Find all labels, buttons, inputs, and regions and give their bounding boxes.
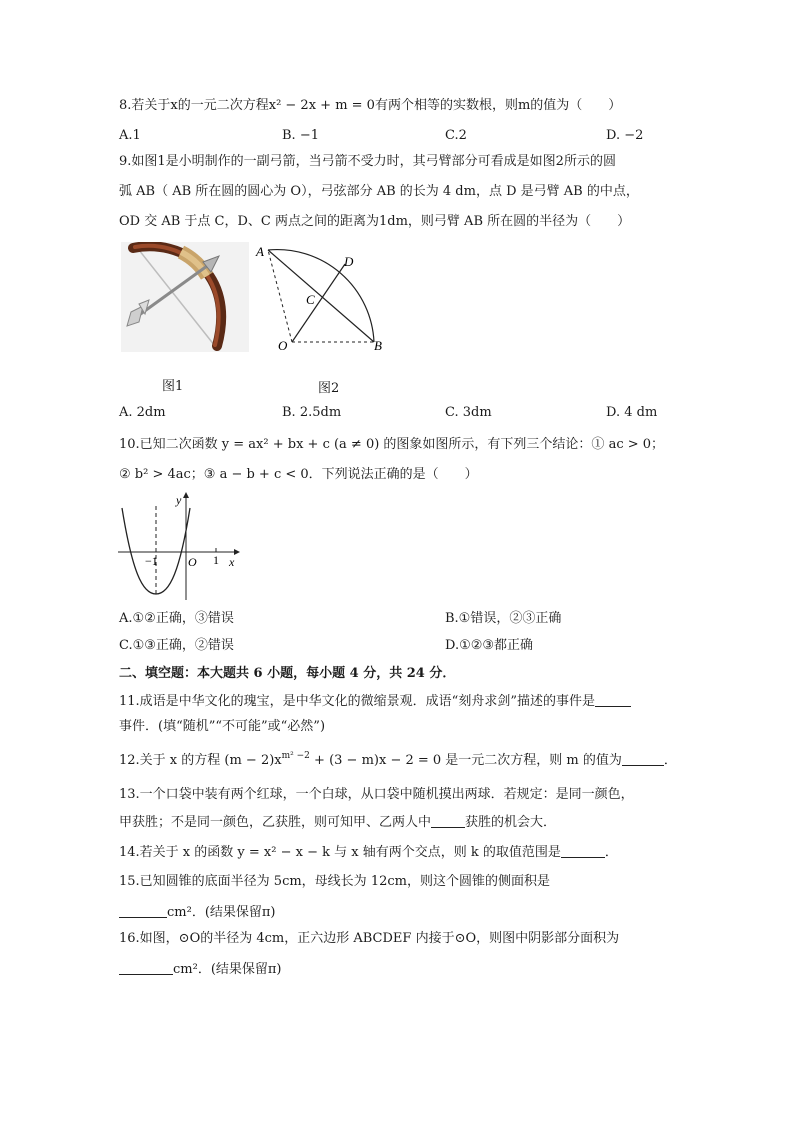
section-title: 二、填空题：本大题共 6 小题，每小题 4 分，共 24 分． [119,666,456,681]
q13-line2 [119,813,556,832]
q8-option-c: C.2 [445,128,467,143]
q8-stem: 8.若关于x的一元二次方程x² − 2x + m = 0有两个相等的实数根，则m的值为（ ） [119,98,622,113]
q10-line2: ② b² > 4ac；③ a − b + c < 0．下列说法正确的是（ ） [119,467,478,482]
q9-option-d: D. 4 dm [606,405,658,420]
parabola-graph [116,490,242,602]
x-axis-label: x [229,555,235,569]
q12-text-b: + (3 − m)x − 2 = 0 是一元二次方程，则 m 的值为 [309,753,622,768]
q8-option-d: D. −2 [606,128,644,143]
q11-line1 [119,692,631,711]
q8-option-a: A.1 [119,128,141,143]
q15-line1: 15.已知圆锥的底面半径为 5cm，母线长为 12cm，则这个圆锥的侧面积是 [119,874,550,889]
tick-neg1: −1 [145,554,158,568]
q16-line2 [119,960,282,979]
q15-text-b: cm²．(结果保留π) [167,905,276,920]
q11-line2: 事件．(填“随机”“不可能”或“必然”) [119,719,326,734]
q16-blank [119,960,173,975]
arc-diagram [250,240,390,355]
label-b: B [374,338,382,353]
q10-line1: 10.已知二次函数 y = ax² + bx + c (a ≠ 0) 的图象如图所示，有下列三个结论：① ac > 0； [119,437,665,452]
q12-blank [622,751,664,766]
q9-line3: OD 交 AB 于点 C，D、C 两点之间的距离为1dm，则弓臂 AB 所在圆的半径为（ ） [119,214,631,229]
q9-option-a: A. 2dm [119,405,166,420]
q12-text-a: 12.关于 x 的方程 (m − 2)x [119,753,282,768]
tick-1: 1 [213,553,219,567]
q13-text-a: 甲获胜；不是同一颜色，乙获胜，则可知甲、乙两人中 [119,815,432,830]
q14-blank [561,843,605,858]
q12-exponent: m² −2 [281,751,310,761]
q12-end: ． [663,753,677,768]
q15-blank [119,903,167,918]
label-d: D [344,254,354,269]
q13-line1: 13.一个口袋中装有两个红球，一个白球，从口袋中随机摸出两球．若规定：是同一颜色， [119,787,634,802]
q14-line1 [119,843,618,862]
y-axis-label: y [176,493,182,507]
q15-line2 [119,903,276,922]
q11-blank [595,692,631,707]
q12-line1 [119,751,677,770]
q14-text: 14.若关于 x 的函数 y = x² − x − k 与 x 轴有两个交点，则 k 的取值范围是 [119,845,561,860]
q10-option-d: D.①②③都正确 [445,638,534,653]
q16-line1: 16.如图，⊙O的半径为 4cm，正六边形 ABCDEF 内接于⊙O，则图中阴影部分面积为 [119,931,620,946]
q10-option-c: C.①③正确，②错误 [119,638,234,653]
q9-option-b: B. 2.5dm [282,405,342,420]
q10-option-b: B.①错误，②③正确 [445,611,562,626]
q10-option-a: A.①②正确，③错误 [119,611,234,626]
q11-text: 11.成语是中华文化的瑰宝，是中华文化的微缩景观．成语“刻舟求剑”描述的事件是 [119,694,595,709]
q9-option-c: C. 3dm [445,405,492,420]
fig2-caption: 图2 [318,381,340,396]
q13-blank [431,813,465,828]
q9-line1: 9.如图1是小明制作的一副弓箭，当弓箭不受力时，其弓臂部分可看成是如图2所示的圆 [119,154,616,169]
fig1-caption: 图1 [162,379,184,394]
q8-option-b: B. −1 [282,128,319,143]
q13-text-b: 获胜的机会大． [465,815,557,830]
q9-line2: 弧 AB（ AB 所在圆的圆心为 O），弓弦部分 AB 的长为 4 dm，点 D 是弓臂 AB 的中点， [119,184,639,199]
label-o: O [278,338,288,353]
label-a: A [256,244,264,259]
q14-end: ． [604,845,618,860]
bow-arrow-image [121,242,249,352]
q16-text-b: cm²．(结果保留π) [173,962,282,977]
label-c: C [306,292,315,307]
origin-label: O [188,555,197,569]
